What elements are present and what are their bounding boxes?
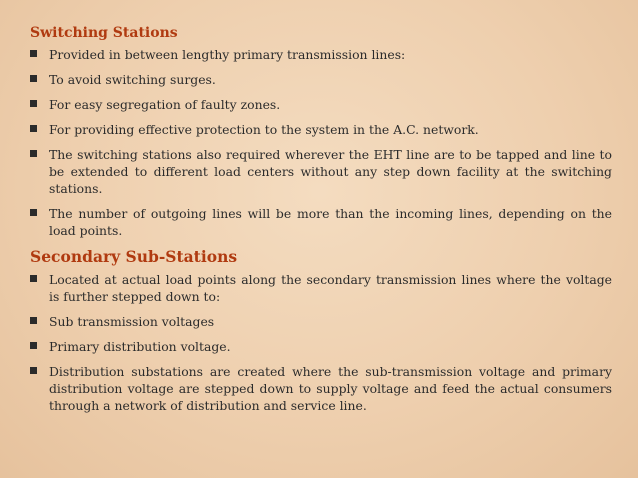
- square-bullet-icon: [30, 317, 37, 324]
- bullet-text: Sub transmission voltages: [49, 314, 215, 329]
- list-item: [30, 96, 612, 113]
- square-bullet-icon: [30, 367, 37, 374]
- list-item: [30, 313, 612, 330]
- list-item: [30, 363, 612, 414]
- square-bullet-icon: [30, 75, 37, 82]
- list-item: [30, 71, 612, 88]
- bullet-text: Primary distribution voltage.: [49, 339, 231, 354]
- list-item: [30, 205, 612, 239]
- bullet-text: Provided in between lengthy primary transmission lines:: [49, 47, 406, 62]
- bullet-text: The switching stations also required wherever the EHT line are to be tapped and line to be extended to different load centers without any step down facility at the switching stations.: [49, 147, 612, 196]
- switching-stations-list: [30, 46, 612, 239]
- section-heading-switching-stations: Switching Stations: [30, 25, 178, 41]
- bullet-text: The number of outgoing lines will be more than the incoming lines, depending on the load points.: [49, 206, 612, 238]
- section-heading-secondary-sub-stations: Secondary Sub-Stations: [30, 247, 238, 266]
- secondary-sub-stations-list: [30, 271, 612, 414]
- list-item: [30, 338, 612, 355]
- list-item: [30, 271, 612, 305]
- square-bullet-icon: [30, 209, 37, 216]
- list-item: [30, 46, 612, 63]
- square-bullet-icon: [30, 150, 37, 157]
- square-bullet-icon: [30, 100, 37, 107]
- bullet-text: Located at actual load points along the secondary transmission lines where the voltage is further stepped down to:: [49, 272, 612, 304]
- square-bullet-icon: [30, 50, 37, 57]
- square-bullet-icon: [30, 125, 37, 132]
- square-bullet-icon: [30, 342, 37, 349]
- list-item: [30, 146, 612, 197]
- bullet-text: For providing effective protection to the system in the A.C. network.: [49, 122, 479, 137]
- bullet-text: To avoid switching surges.: [49, 72, 216, 87]
- bullet-text: For easy segregation of faulty zones.: [49, 97, 281, 112]
- list-item: [30, 121, 612, 138]
- bullet-text: Distribution substations are created where the sub-transmission voltage and primary distribution voltage are stepped down to supply voltage and feed the actual consumers through a network of distribution and service line.: [49, 364, 612, 413]
- square-bullet-icon: [30, 275, 37, 282]
